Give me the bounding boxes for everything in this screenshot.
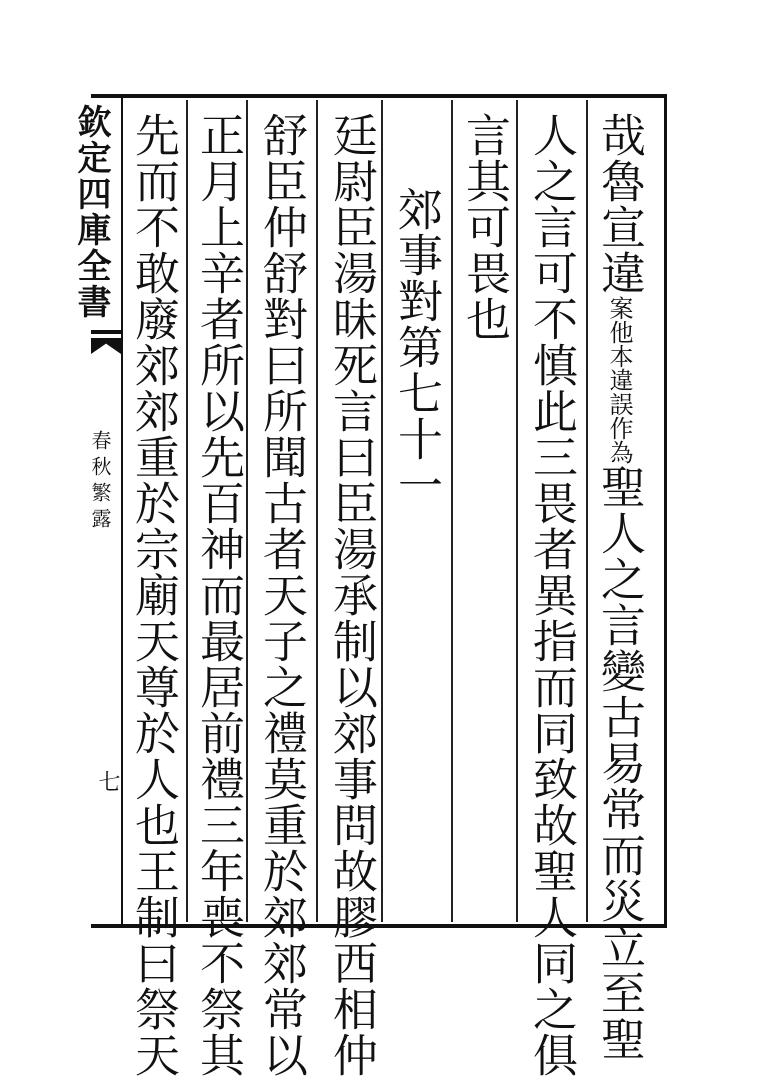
column-1-main-a: 哉魯宣違 [593,112,646,296]
column-rule [246,100,248,922]
text-column-2: 人之言可不慎此三畏者異指而同致故聖人同之俱 [525,112,578,1078]
banxin-book-title: 春秋繁露 [88,430,112,534]
column-rule [316,100,318,922]
banxin-divider [91,330,121,334]
column-rule [516,100,518,922]
annotation-line-left: 誤作為 [605,392,633,464]
banxin-border [121,94,123,928]
annotation-line-right: 案他本違 [605,296,633,392]
column-rule [586,100,588,922]
text-column-6: 舒臣仲舒對曰所聞古者天子之禮莫重於郊郊常以 [255,112,308,1078]
banxin-title: 欽定四庫全書 [71,104,111,320]
chapter-heading: 郊事對第七十一 [390,186,443,508]
text-column-7: 正月上辛者所以先百神而最居前禮三年喪不祭其 [192,112,245,1078]
column-rule [381,100,383,922]
column-rule [186,100,188,922]
text-column-8: 先而不敢廢郊郊重於宗廟天尊於人也王制曰祭天 [127,112,180,1078]
column-1-main-b: 聖人之言變古易常而災立至聖 [593,464,646,1062]
inline-annotation [607,296,631,464]
column-rule [451,100,453,922]
text-column-3: 言其可畏也 [458,112,511,342]
text-column-5: 廷尉臣湯昧死言曰臣湯承制以郊事問故膠西相仲 [325,112,378,1078]
banxin-folio-number: 七 [95,770,120,792]
text-column-1 [594,112,644,1062]
